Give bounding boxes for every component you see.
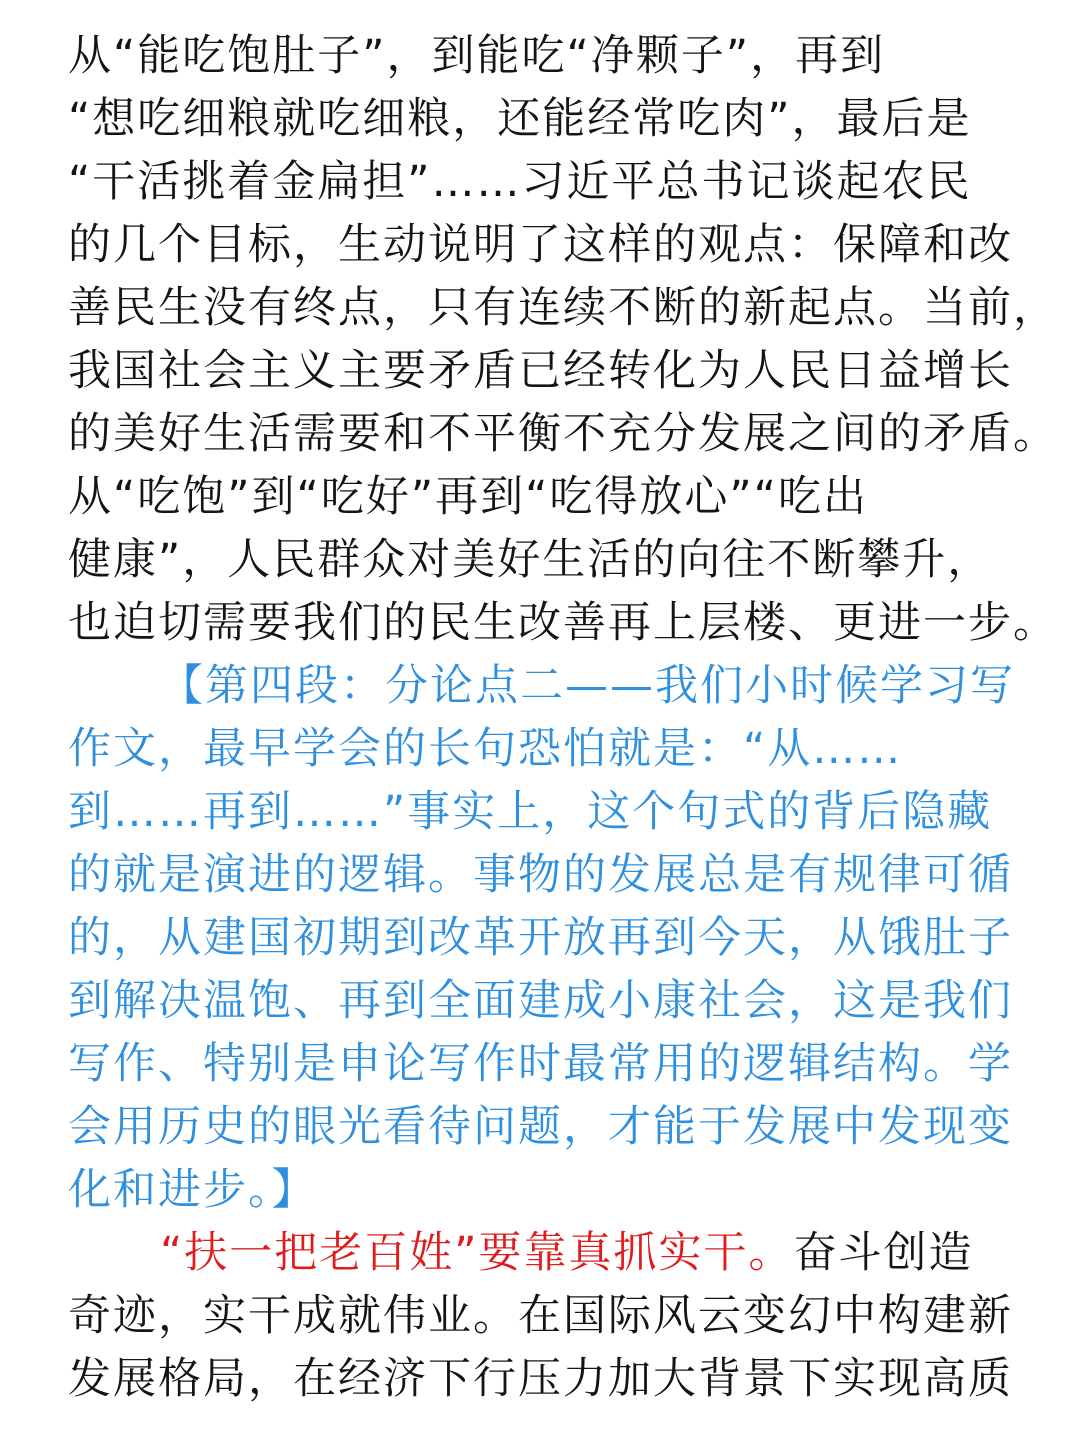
text-line: 也迫切需要我们的民生改善再上层楼、更进一步。: [68, 598, 1058, 648]
annotation-line: 【第四段：分论点二——我们小时候学习写: [160, 661, 1015, 711]
annotation-line: 的就是演进的逻辑。事物的发展总是有规律可循: [68, 850, 1013, 900]
annotation-line: 会用历史的眼光看待问题，才能于发展中发现变: [68, 1102, 1013, 1152]
annotation-line: 化和进步。】: [68, 1165, 317, 1215]
text-line: 发展格局，在经济下行压力加大背景下实现高质: [68, 1354, 1013, 1404]
annotation-line: 到解决温饱、再到全面建成小康社会，这是我们: [68, 976, 1013, 1026]
text-line: 善民生没有终点，只有连续不断的新起点。当前，: [68, 283, 1058, 333]
text-line: 从“吃饱”到“吃好”再到“吃得放心”“吃出: [68, 472, 868, 522]
text-line: 我国社会主义主要矛盾已经转化为人民日益增长: [68, 346, 1013, 396]
text-line: 的美好生活需要和不平衡不充分发展之间的矛盾。: [68, 409, 1058, 459]
text-line: 奇迹，实干成就伟业。在国际风云变幻中构建新: [68, 1291, 1013, 1341]
text-line: “想吃细粮就吃细粮，还能经常吃肉”，最后是: [68, 94, 972, 144]
text-line: 的几个目标，生动说明了这样的观点：保障和改: [68, 220, 1013, 270]
text-span: 奋斗创造: [793, 1228, 974, 1278]
text-line: “干活挑着金扁担”……习近平总书记谈起农民: [68, 157, 972, 207]
annotation-line: 作文，最早学会的长句恐怕就是：“从……: [68, 724, 903, 774]
text-line: 健康”，人民群众对美好生活的向往不断攀升，: [68, 535, 993, 585]
highlighted-thesis: “扶一把老百姓”要靠真抓实干。: [160, 1228, 794, 1278]
annotation-line: 到……再到……”事实上，这个句式的背后隐藏: [68, 787, 993, 837]
text-line: [160, 1223, 1016, 1283]
annotation-line: 写作、特别是申论写作时最常用的逻辑结构。学: [68, 1039, 1013, 1089]
text-line: 从“能吃饱肚子”，到能吃“净颗子”，再到: [68, 31, 886, 81]
annotation-line: 的，从建国初期到改革开放再到今天，从饿肚子: [68, 913, 1013, 963]
